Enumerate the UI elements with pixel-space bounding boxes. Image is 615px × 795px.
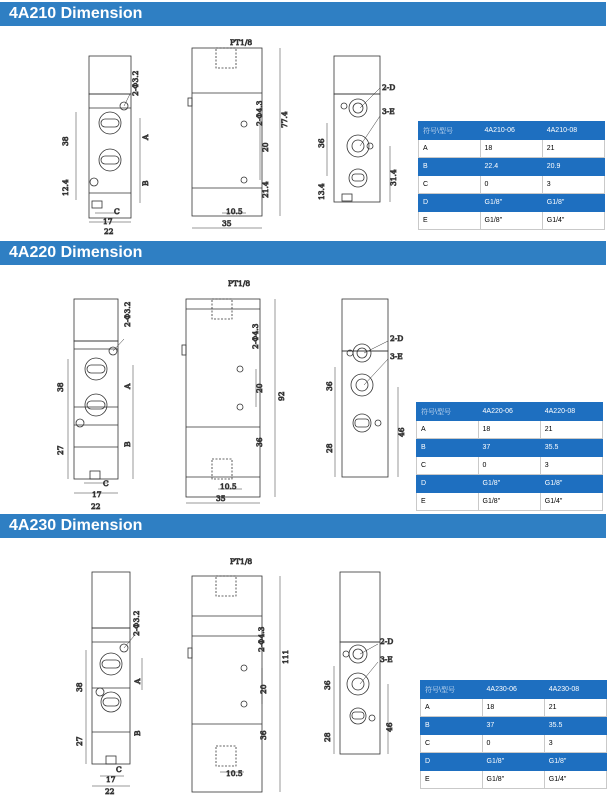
dim-28: 28 [325,443,334,453]
dim-77-4: 77.4 [280,111,289,128]
table-cell: G1/8" [480,212,542,230]
table-cell: D [419,194,481,212]
table-cell: B [421,717,483,735]
dim-20: 20 [259,684,268,694]
dim-a: A [141,134,150,140]
table-cell: 3 [544,735,606,753]
table-cell: G1/8" [478,493,540,511]
table-row [419,176,605,194]
dim-12-4: 12.4 [61,179,70,196]
front-view-4a220 [182,299,275,503]
section-title-4a220: 4A220 Dimension [0,241,606,265]
dim-46: 46 [397,427,406,437]
table-cell: 符号\型号 [421,681,483,699]
table-row [419,158,605,176]
table-cell: G1/4" [544,771,606,789]
table-cell: G1/8" [480,194,542,212]
dim-20: 20 [255,383,264,393]
side-view-4a220 [68,299,133,493]
spec-table-4a210 [418,121,605,230]
table-cell: 22.4 [480,158,542,176]
table-row [421,699,607,717]
table-cell: 37 [478,439,540,457]
dim-10-5: 10.5 [226,207,243,216]
dim-35: 35 [222,219,232,228]
table-cell: 18 [478,421,540,439]
dim-31-4: 31.4 [389,169,398,186]
dim-17: 17 [106,775,116,784]
table-cell: 符号\型号 [419,122,481,140]
dim-28: 28 [323,732,332,742]
dim-port-d: 2-D [390,334,404,343]
dim-111: 111 [281,649,290,664]
dim-20: 20 [261,142,270,152]
table-cell: 4A230-06 [482,681,544,699]
table-cell: 0 [482,735,544,753]
right-view-4a210 [327,56,390,202]
table-cell: 符号\型号 [417,403,479,421]
table-row [421,771,607,789]
dim-38: 38 [56,382,65,392]
spec-table-4a230 [420,680,607,789]
dim-27: 27 [75,736,84,746]
table-cell: C [421,735,483,753]
dim-17: 17 [92,490,102,499]
table-cell: A [419,140,481,158]
table-row [417,457,603,475]
dim-hole-b: 2-Φ4.3 [251,323,260,349]
table-cell: 0 [478,457,540,475]
dim-hole-a: 2-Φ3.2 [131,70,140,96]
table-cell: G1/8" [542,194,604,212]
table-cell: 4A210-06 [480,122,542,140]
table-cell: G1/4" [542,212,604,230]
dim-22: 22 [104,227,114,236]
table-cell: 3 [540,457,602,475]
table-header-row [421,681,607,699]
dim-13-4: 13.4 [317,183,326,200]
table-cell: 3 [542,176,604,194]
table-cell: D [417,475,479,493]
dim-c: C [103,479,109,488]
dim-17: 17 [103,217,113,226]
table-row [419,140,605,158]
table-cell: 4A230-08 [544,681,606,699]
table-cell: 4A220-08 [540,403,602,421]
dim-a: A [133,678,142,684]
front-view-4a210 [188,48,280,228]
section-title-4a210: 4A210 Dimension [0,2,606,26]
dim-hole-a: 2-Φ3.2 [132,610,141,636]
table-cell: 20.9 [542,158,604,176]
table-cell: G1/8" [540,475,602,493]
dim-27: 27 [56,445,65,455]
dim-pt18: PT1/8 [228,279,251,288]
table-row [419,194,605,212]
table-cell: 35.5 [540,439,602,457]
dim-21-4: 21.4 [261,181,270,198]
table-row [421,717,607,735]
table-cell: 4A220-06 [478,403,540,421]
table-header-row [417,403,603,421]
dim-38: 38 [61,136,70,146]
dim-port-e: 3-E [390,352,403,361]
section-title-4a230: 4A230 Dimension [0,514,606,538]
dim-b: B [123,441,132,447]
dim-port-e: 3-E [380,655,393,664]
table-cell: 21 [544,699,606,717]
table-cell: A [417,421,479,439]
dim-36-right: 36 [325,381,334,391]
dim-hole-b: 2-Φ4.3 [257,626,266,652]
table-cell: 4A210-08 [542,122,604,140]
table-row [417,421,603,439]
table-cell: 0 [480,176,542,194]
dim-92: 92 [277,391,286,401]
table-cell: B [417,439,479,457]
dim-pt18: PT1/8 [230,557,253,566]
dim-c: C [116,765,122,774]
table-cell: G1/8" [482,753,544,771]
dim-22: 22 [105,787,115,795]
dim-c: C [114,207,120,216]
table-cell: B [419,158,481,176]
front-view-4a230 [188,576,280,792]
dim-port-d: 2-D [382,83,396,92]
table-cell: 18 [480,140,542,158]
dim-22: 22 [91,502,101,511]
table-cell: A [421,699,483,717]
dim-35: 35 [216,494,226,503]
dim-port-e: 3-E [382,107,395,116]
table-cell: G1/8" [544,753,606,771]
dim-hole-a: 2-Φ3.2 [123,301,132,327]
dim-36: 36 [255,437,264,447]
table-row [419,212,605,230]
dim-10-5: 10.5 [226,769,243,778]
table-header-row [419,122,605,140]
table-cell: E [417,493,479,511]
table-cell: 18 [482,699,544,717]
table-cell: G1/8" [482,771,544,789]
dim-b: B [141,180,150,186]
table-cell: E [419,212,481,230]
dim-pt18: PT1/8 [230,38,253,47]
table-cell: 21 [540,421,602,439]
dim-hole-b: 2-Φ4.3 [255,100,264,126]
table-cell: 35.5 [544,717,606,735]
table-cell: E [421,771,483,789]
right-view-4a220 [335,299,398,477]
table-row [417,493,603,511]
dim-38: 38 [75,682,84,692]
table-cell: D [421,753,483,771]
spec-table-4a220 [416,402,603,511]
table-cell: C [419,176,481,194]
table-row [417,439,603,457]
table-cell: G1/8" [478,475,540,493]
dim-36-right: 36 [323,680,332,690]
table-cell: G1/4" [540,493,602,511]
table-cell: C [417,457,479,475]
dim-b: B [133,730,142,736]
table-row [421,735,607,753]
table-cell: 37 [482,717,544,735]
table-row [417,475,603,493]
dim-port-d: 2-D [380,637,394,646]
dim-10-5: 10.5 [220,482,237,491]
dim-a: A [123,383,132,389]
dim-36: 36 [259,730,268,740]
dim-46: 46 [385,722,394,732]
table-row [421,753,607,771]
table-cell: 21 [542,140,604,158]
dim-36: 36 [317,138,326,148]
